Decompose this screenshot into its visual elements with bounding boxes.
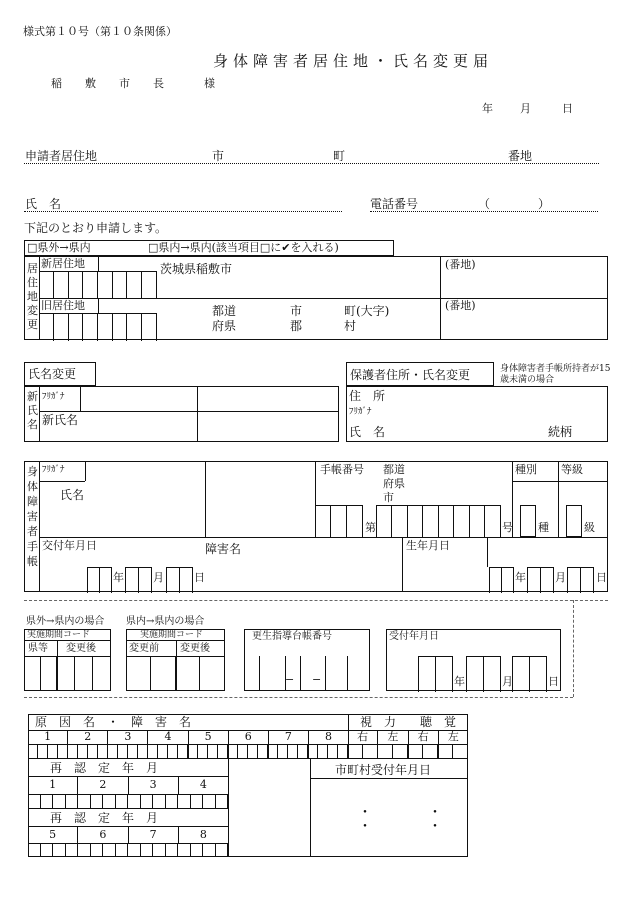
addressee: 稲 敷 市 長 様 (51, 77, 221, 90)
guidance-dash-1: − (285, 673, 295, 686)
handbook-furigana: ﾌﾘｶﾞﾅ (42, 465, 65, 475)
guardian-header: 保護者住所・氏名変更 (350, 368, 471, 382)
city-received-label: 市町村受付年月日 (335, 763, 432, 777)
name-change-header: 氏名変更 (28, 367, 77, 381)
handbook-shi: 市 (383, 491, 394, 504)
handbook-grade-label: 等級 (561, 463, 583, 476)
address-line[interactable] (24, 163, 599, 164)
code-label-1: 実施期間コード (27, 630, 91, 640)
handbook-side: 身体障害者手帳 (27, 465, 38, 568)
handbook-fuken: 府県 (383, 477, 405, 490)
issue-year-cells[interactable] (87, 567, 112, 593)
applicant-banchi: 番地 (508, 149, 533, 163)
received-label: 受付年月日 (389, 631, 439, 642)
page-title: 身体障害者居住地・氏名変更届 (213, 52, 494, 70)
vision-label: 視 力 (360, 715, 397, 729)
guardian-note: 身体障害者手帳所持者が15歳未満の場合 (500, 364, 611, 385)
birth-y: 年 (515, 571, 526, 584)
case-outside-label: 県外→県内の場合 (26, 616, 105, 627)
date-day: 日 (562, 102, 573, 115)
old-shi: 市 (290, 304, 303, 318)
old-mura: 村 (344, 319, 357, 333)
birth-day-cells[interactable] (567, 567, 594, 593)
guardian-address: 住 所 (349, 389, 386, 403)
new-residence-code-cells[interactable] (39, 271, 157, 299)
new-residence-banchi: (番地) (445, 258, 476, 271)
recert-cols-2: 5 6 7 8 (28, 826, 228, 843)
new-name-label: 新氏名 (42, 413, 79, 427)
guardian-furigana: ﾌﾘｶﾞﾅ (349, 407, 372, 417)
old-residence-label: 旧居住地 (41, 299, 85, 312)
guardian-relation: 続柄 (548, 425, 573, 439)
old-cho: 町(大字) (344, 304, 390, 318)
birth-year-cells[interactable] (489, 567, 514, 593)
applicant-town: 町 (333, 149, 346, 163)
name-change-furigana: ﾌﾘｶﾞﾅ (42, 392, 65, 402)
old-gun: 郡 (290, 319, 303, 333)
handbook-shu: 種 (538, 521, 549, 534)
guidance-dash-2: − (312, 673, 322, 686)
form-number: 様式第１０号（第１０条関係） (23, 25, 177, 38)
cause-code-cells[interactable] (28, 744, 348, 758)
issue-d: 日 (194, 571, 205, 584)
guidance-label: 更生指導台帳番号 (252, 631, 332, 642)
code-label-2: 実施期間コード (140, 630, 204, 640)
phone-paren: （ ） (478, 197, 551, 211)
cause-columns: 1 2 3 4 5 6 7 8 (28, 730, 348, 758)
city-received-dots-2: ・ ・ (358, 819, 442, 835)
issue-day-cells[interactable] (166, 567, 193, 593)
handbook-number-cells[interactable] (376, 505, 501, 538)
phone-label: 電話番号 (370, 197, 419, 211)
old-fuken: 府県 (212, 319, 237, 333)
instruction: 下記のとおり申請します。 (24, 221, 168, 235)
grade-cell[interactable] (566, 505, 582, 537)
kento-label: 県等 (28, 643, 48, 654)
issue-m: 月 (153, 571, 164, 584)
kind-cell[interactable] (520, 505, 536, 537)
after-label-1: 変更後 (66, 643, 96, 654)
case-inside-label: 県内→県内の場合 (126, 616, 205, 627)
issue-y: 年 (113, 571, 124, 584)
birth-date-label: 生年月日 (406, 539, 450, 552)
name-line[interactable] (24, 211, 342, 212)
before-label: 変更前 (129, 643, 159, 654)
option-outside-to-inside[interactable]: □県外→県内 (27, 241, 91, 254)
phone-line[interactable] (370, 211, 598, 212)
old-residence-code-cells[interactable] (39, 313, 157, 341)
birth-m: 月 (555, 571, 566, 584)
received-m: 月 (502, 675, 513, 688)
handbook-todo: 都道 (383, 463, 405, 476)
applicant-address-label: 申請者居住地 (25, 149, 98, 163)
after-label-2: 変更後 (180, 643, 210, 654)
received-y: 年 (454, 675, 465, 688)
handbook-number-label: 手帳番号 (320, 463, 364, 476)
date-month: 月 (520, 102, 531, 115)
city-received-dots-1: ・ ・ (358, 805, 442, 821)
hearing-label: 聴 覚 (420, 715, 457, 729)
handbook-go: 号 (502, 521, 513, 534)
birth-d: 日 (596, 571, 607, 584)
old-residence-banchi: (番地) (445, 299, 476, 312)
cause-header: 原 因 名 ・ 障 害 名 (35, 715, 192, 729)
handbook-name: 氏名 (60, 488, 85, 502)
handbook-dai: 第 (365, 521, 376, 534)
handbook-pref-cells[interactable] (315, 505, 363, 538)
old-todo: 都道 (212, 304, 237, 318)
guardian-name: 氏 名 (349, 425, 386, 439)
issue-month-cells[interactable] (125, 567, 152, 593)
applicant-name-label: 氏 名 (25, 197, 62, 211)
recert-cols-1: 1 2 3 4 (28, 776, 228, 794)
residence-side-label: 居住地変更 (27, 262, 38, 331)
date-year: 年 (482, 102, 493, 115)
name-change-side: 新氏名 (27, 390, 38, 431)
vision-hearing-cols: 右 左 右 左 (348, 730, 468, 758)
handbook-kind-label: 種別 (515, 463, 537, 476)
received-d: 日 (548, 675, 559, 688)
disability-label: 障害名 (205, 542, 242, 556)
new-residence-label: 新居住地 (41, 257, 85, 270)
recert-label-2: 再 認 定 年 月 (50, 811, 159, 825)
handbook-kyu: 級 (584, 521, 595, 534)
recert-label-1: 再 認 定 年 月 (50, 761, 159, 775)
issue-date-label: 交付年月日 (42, 539, 97, 552)
option-inside-to-inside[interactable]: □県内→県内(該当項目□に✔を入れる) (148, 241, 339, 254)
birth-month-cells[interactable] (527, 567, 554, 593)
new-residence-pref: 茨城県稲敷市 (160, 262, 233, 276)
applicant-city: 市 (212, 149, 225, 163)
